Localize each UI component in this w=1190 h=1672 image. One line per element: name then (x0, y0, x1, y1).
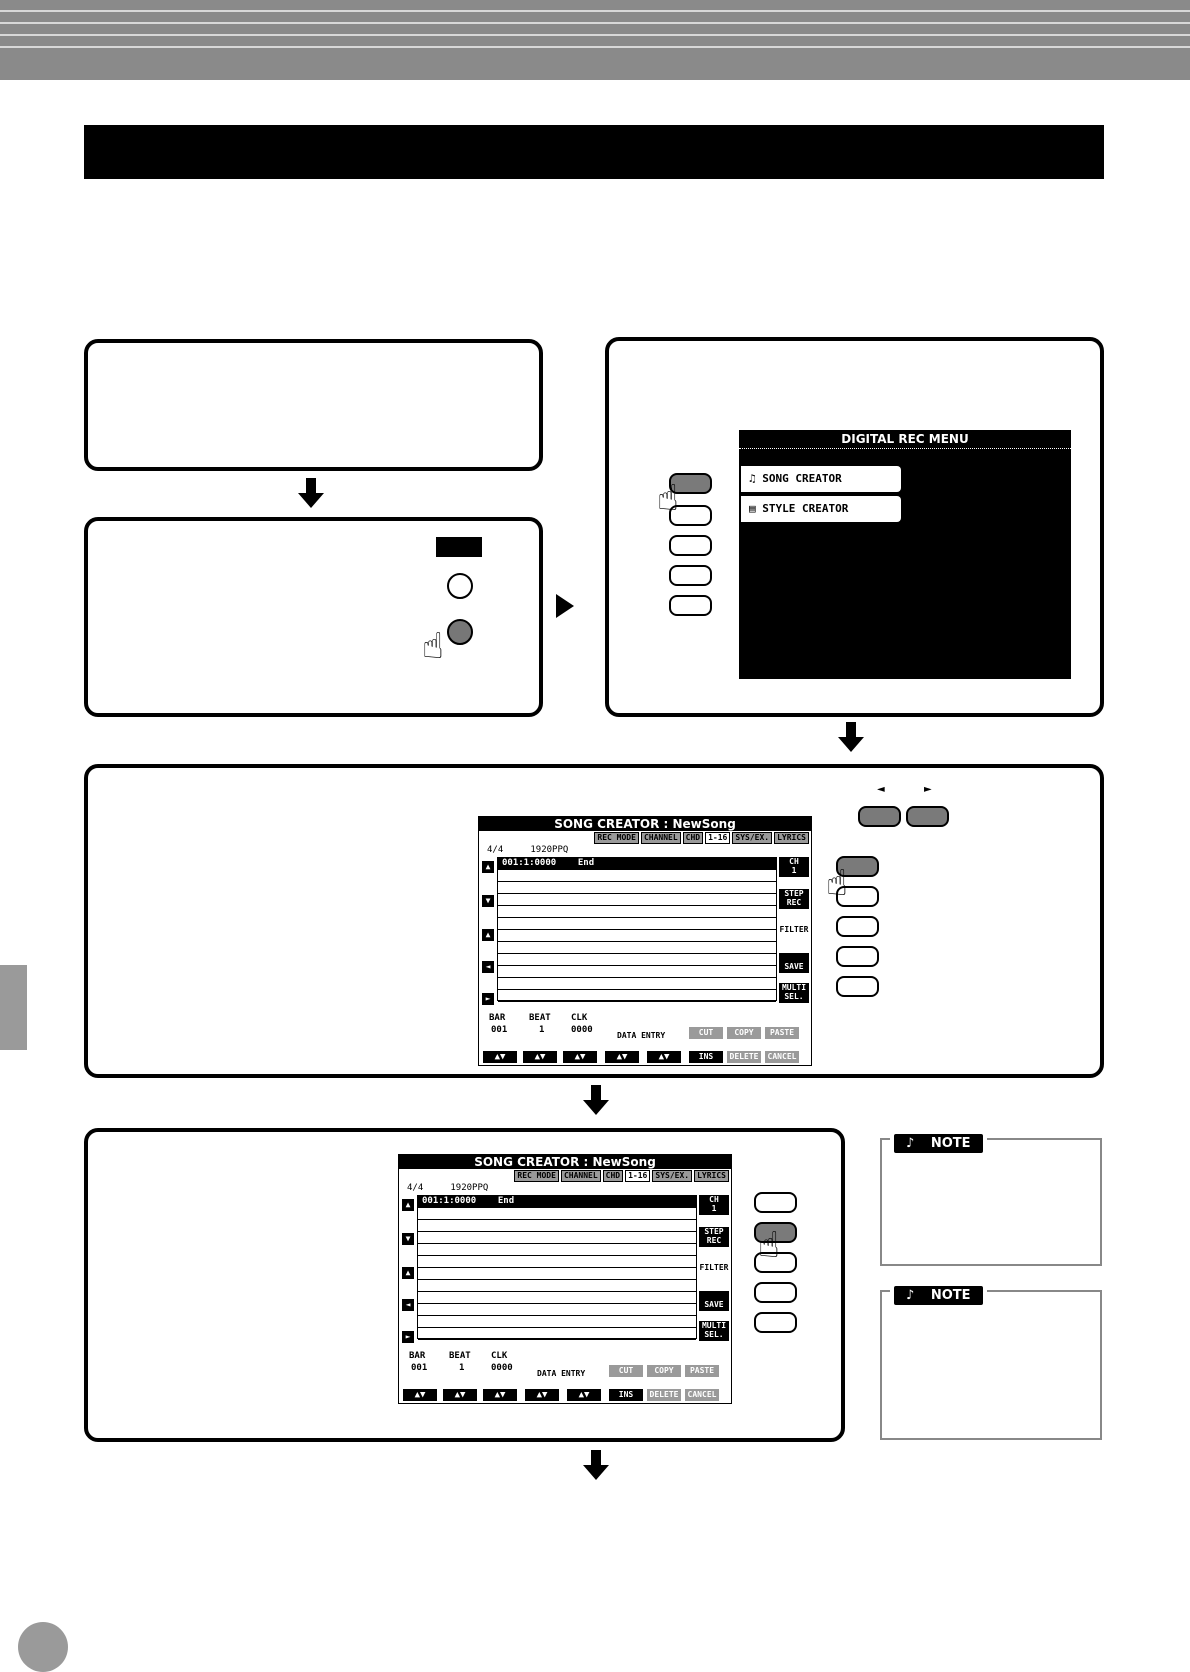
button-label-box (436, 537, 482, 557)
cut-button[interactable]: CUT (689, 1027, 723, 1039)
multi-sel-side-button[interactable] (836, 976, 879, 997)
event-row[interactable] (498, 906, 776, 918)
tab-lyrics[interactable]: LYRICS (694, 1170, 729, 1182)
event-list[interactable] (417, 1195, 697, 1339)
cancel-button[interactable]: CANCEL (685, 1389, 719, 1401)
event-row[interactable]: 001:1:0000 End (498, 858, 776, 870)
lcd-info: 4/4 1920PPQ (487, 845, 569, 855)
filter-side-button[interactable] (836, 916, 879, 937)
copy-button[interactable]: COPY (647, 1365, 681, 1377)
event-row[interactable] (418, 1268, 696, 1280)
left-nav-label: ◄ (877, 784, 885, 795)
beat-updown-button[interactable]: ▲▼ (523, 1051, 557, 1063)
beat-label: BEAT (449, 1351, 471, 1361)
paste-button[interactable]: PASTE (765, 1027, 799, 1039)
event-row[interactable] (418, 1316, 696, 1328)
lcd-tabs (479, 831, 811, 845)
pointing-hand-icon: ☝ (657, 478, 679, 519)
clk-updown-button[interactable]: ▲▼ (563, 1051, 597, 1063)
down-arrow (583, 1085, 609, 1115)
event-row[interactable] (418, 1328, 696, 1340)
side-button-e[interactable] (669, 595, 712, 616)
data-entry-updown-1[interactable]: ▲▼ (605, 1051, 639, 1063)
side-button-c[interactable] (669, 535, 712, 556)
ins-button[interactable]: INS (609, 1389, 643, 1401)
header-line (0, 46, 1190, 48)
down-arrow (583, 1450, 609, 1480)
note-box (880, 1138, 1102, 1266)
page-left-icon[interactable]: ◄ (482, 961, 494, 973)
event-row[interactable]: 001:1:0000 End (418, 1196, 696, 1208)
page-left-icon[interactable]: ◄ (402, 1299, 414, 1311)
multi-sel-button[interactable]: MULTI SEL. (779, 983, 809, 1003)
event-row[interactable] (498, 942, 776, 954)
tab-1-16[interactable]: 1-16 (705, 832, 730, 844)
tab-chd[interactable]: CHD (683, 832, 703, 844)
lcd-title: SONG CREATOR : NewSong (479, 817, 811, 831)
tab-sysex[interactable]: SYS/EX. (732, 832, 772, 844)
step-rec-button[interactable]: STEP REC (779, 889, 809, 909)
ch-button[interactable]: CH 1 (779, 857, 809, 877)
data-entry-label: DATA ENTRY (537, 1369, 586, 1378)
page-up-icon[interactable]: ▲ (482, 929, 494, 941)
step-rec-button[interactable]: STEP REC (699, 1227, 729, 1247)
step-3-panel (605, 337, 1104, 717)
event-row[interactable] (498, 966, 776, 978)
multi-sel-side-button[interactable] (754, 1312, 797, 1333)
lcd-info: 4/4 1920PPQ (407, 1183, 489, 1193)
event-row[interactable] (498, 930, 776, 942)
event-row[interactable] (418, 1208, 696, 1220)
tab-rec-mode[interactable]: REC MODE (514, 1170, 559, 1182)
event-row[interactable] (498, 882, 776, 894)
pointing-hand-icon: ☝ (758, 1225, 780, 1266)
save-button[interactable]: SAVE (779, 953, 809, 973)
page-right-icon[interactable]: ► (482, 993, 494, 1005)
digital-rec-menu-screen (739, 430, 1071, 679)
right-nav-label: ► (924, 784, 932, 795)
step-1-panel (84, 339, 543, 471)
tab-lyrics[interactable]: LYRICS (774, 832, 809, 844)
right-arrow-stem (556, 600, 560, 612)
clk-updown-button[interactable]: ▲▼ (483, 1389, 517, 1401)
delete-button[interactable]: DELETE (647, 1389, 681, 1401)
beat-updown-button[interactable]: ▲▼ (443, 1389, 477, 1401)
clk-label: CLK (571, 1013, 588, 1023)
event-row[interactable] (498, 918, 776, 930)
event-row[interactable] (418, 1244, 696, 1256)
tab-channel[interactable]: CHANNEL (561, 1170, 601, 1182)
note-label: ♪ NOTE (890, 1284, 987, 1305)
tab-channel[interactable]: CHANNEL (641, 832, 681, 844)
beat-value: 1 (459, 1363, 465, 1373)
beat-value: 1 (539, 1025, 545, 1035)
copy-button[interactable]: COPY (727, 1027, 761, 1039)
digital-recording-button[interactable] (447, 619, 473, 645)
bar-updown-button[interactable]: ▲▼ (483, 1051, 517, 1063)
tab-1-16[interactable]: 1-16 (625, 1170, 650, 1182)
event-row[interactable] (498, 870, 776, 882)
data-entry-updown-2[interactable]: ▲▼ (567, 1389, 601, 1401)
bar-updown-button[interactable]: ▲▼ (403, 1389, 437, 1401)
clk-value: 0000 (491, 1363, 513, 1373)
bar-label: BAR (409, 1351, 426, 1361)
music-note-icon: ♪ (900, 1135, 920, 1152)
clk-label: CLK (491, 1351, 508, 1361)
tab-sysex[interactable]: SYS/EX. (652, 1170, 692, 1182)
page-right-icon[interactable]: ► (402, 1331, 414, 1343)
down-arrow (298, 478, 324, 508)
note-box (880, 1290, 1102, 1440)
data-entry-updown-2[interactable]: ▲▼ (647, 1051, 681, 1063)
scroll-up-icon[interactable]: ▲ (402, 1199, 414, 1211)
pointing-hand-icon: ☝ (826, 863, 848, 904)
multi-sel-button[interactable]: MULTI SEL. (699, 1321, 729, 1341)
note-label: ♪ NOTE (890, 1132, 987, 1153)
event-row[interactable] (418, 1292, 696, 1304)
save-side-button[interactable] (754, 1282, 797, 1303)
side-button-d[interactable] (669, 565, 712, 586)
filter-button[interactable]: FILTER (779, 925, 809, 934)
page-number-circle (18, 1622, 68, 1672)
bar-value: 001 (411, 1363, 428, 1373)
data-entry-updown-1[interactable]: ▲▼ (525, 1389, 559, 1401)
section-title-bar (84, 125, 1104, 179)
beat-label: BEAT (529, 1013, 551, 1023)
paste-button[interactable]: PASTE (685, 1365, 719, 1377)
event-list[interactable] (497, 857, 777, 1001)
event-row[interactable] (498, 894, 776, 906)
song-creator-screen (478, 816, 812, 1066)
event-row[interactable] (418, 1304, 696, 1316)
scroll-down-icon[interactable]: ▼ (402, 1233, 414, 1245)
scroll-down-icon[interactable]: ▼ (482, 895, 494, 907)
chapter-tab (0, 965, 27, 1050)
music-note-icon: ♪ (900, 1287, 920, 1304)
cut-button[interactable]: CUT (609, 1365, 643, 1377)
ch-button[interactable]: CH 1 (699, 1195, 729, 1215)
lcd-tabs (399, 1169, 731, 1183)
step-2-panel (84, 517, 543, 717)
down-arrow (838, 722, 864, 752)
delete-button[interactable]: DELETE (727, 1051, 761, 1063)
pointing-hand-icon: ☝ (422, 626, 444, 667)
event-row[interactable] (498, 978, 776, 990)
bar-value: 001 (491, 1025, 508, 1035)
event-row[interactable] (418, 1232, 696, 1244)
header-line (0, 34, 1190, 36)
event-row[interactable] (418, 1256, 696, 1268)
event-row[interactable] (418, 1280, 696, 1292)
ch-side-button[interactable] (754, 1192, 797, 1213)
header-band (0, 0, 1190, 80)
tab-rec-mode[interactable]: REC MODE (594, 832, 639, 844)
menu-title: DIGITAL REC MENU (739, 430, 1071, 449)
style-creator-item[interactable]: ▤ STYLE CREATOR (741, 496, 901, 522)
event-row[interactable] (498, 954, 776, 966)
nav-right-button[interactable] (906, 806, 949, 827)
lcd-title: SONG CREATOR : NewSong (399, 1155, 731, 1169)
tab-chd[interactable]: CHD (603, 1170, 623, 1182)
song-creator-screen (398, 1154, 732, 1404)
ins-button[interactable]: INS (689, 1051, 723, 1063)
clk-value: 0000 (571, 1025, 593, 1035)
save-side-button[interactable] (836, 946, 879, 967)
song-creator-item[interactable]: ♫ SONG CREATOR (741, 466, 901, 492)
data-entry-label: DATA ENTRY (617, 1031, 666, 1040)
step-4-panel (84, 764, 1104, 1078)
page-up-icon[interactable]: ▲ (402, 1267, 414, 1279)
header-line (0, 10, 1190, 12)
step-5-panel (84, 1128, 845, 1442)
cancel-button[interactable]: CANCEL (765, 1051, 799, 1063)
bar-label: BAR (489, 1013, 506, 1023)
scroll-up-icon[interactable]: ▲ (482, 861, 494, 873)
event-row[interactable] (498, 990, 776, 1002)
save-button[interactable]: SAVE (699, 1291, 729, 1311)
event-row[interactable] (418, 1220, 696, 1232)
nav-left-button[interactable] (858, 806, 901, 827)
panel-button[interactable] (447, 573, 473, 599)
filter-button[interactable]: FILTER (699, 1263, 729, 1272)
header-line (0, 22, 1190, 24)
